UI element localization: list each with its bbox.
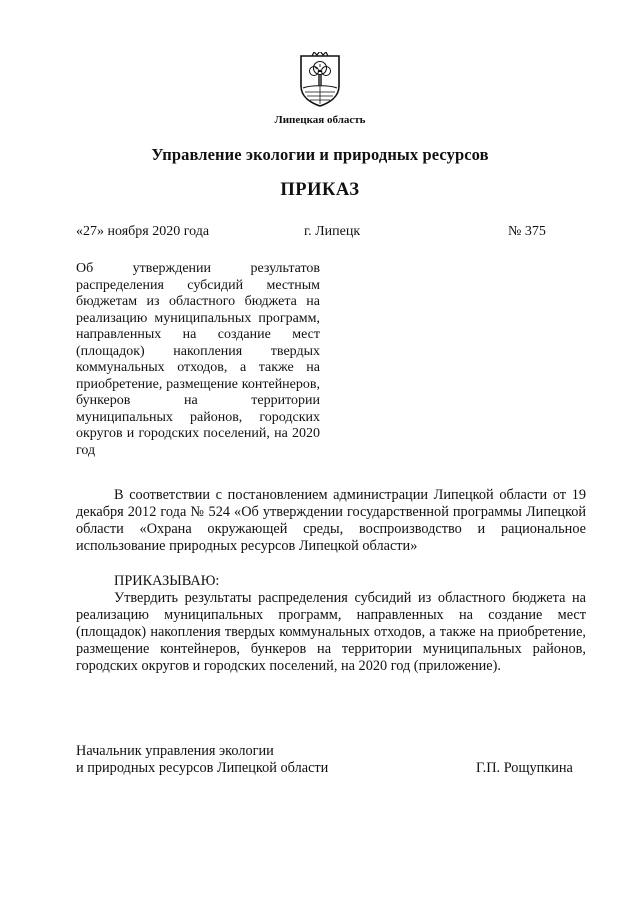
signatory-position-line: Начальник управления экологии bbox=[76, 743, 274, 759]
order-city: г. Липецк bbox=[304, 224, 361, 239]
region-name: Липецкая область bbox=[274, 114, 366, 126]
signatory-position-line: и природных ресурсов Липецкой области bbox=[76, 760, 329, 776]
coat-of-arms-icon bbox=[298, 52, 342, 108]
order-number: № 375 bbox=[508, 224, 546, 239]
signatory-position bbox=[76, 743, 328, 777]
department-name: Управление экологии и природных ресурсов bbox=[151, 145, 489, 164]
legal-basis-paragraph: В соответствии с постановлением администрации Липецкой области от 19 декабря 2012 года № 524 «Об утверждении государственной программы Липецкой области «Охрана окружающей среды, воспроизводство и рациональное использование природных ресурсов Липецкой области» bbox=[76, 487, 586, 554]
order-keyword: ПРИКАЗЫВАЮ: bbox=[114, 573, 220, 589]
order-subject: Об утверждении результатов распределения субсидий местным бюджетам из областного бюджета на реализацию муниципальных программ, направленных на создание мест (площадок) накопления твердых коммунальных отходов, а также на приобретение, размещение контейнеров, бункеров на территории муниципальных районов, городских округов и городских поселений, на 2020 год bbox=[76, 261, 320, 458]
decision-paragraph: Утвердить результаты распределения субсидий из областного бюджета на реализацию муниципальных программ, направленных на создание мест (площадок) накопления твердых коммунальных отходов, а также на приобретение, размещение контейнеров, бункеров на территории муниципальных районов, городских округов и городских поселений, на 2020 год (приложение). bbox=[76, 590, 586, 674]
signatory-name: Г.П. Рощупкина bbox=[476, 760, 573, 776]
order-date: «27» ноября 2020 года bbox=[76, 224, 210, 239]
document-type-title: ПРИКАЗ bbox=[280, 180, 360, 200]
